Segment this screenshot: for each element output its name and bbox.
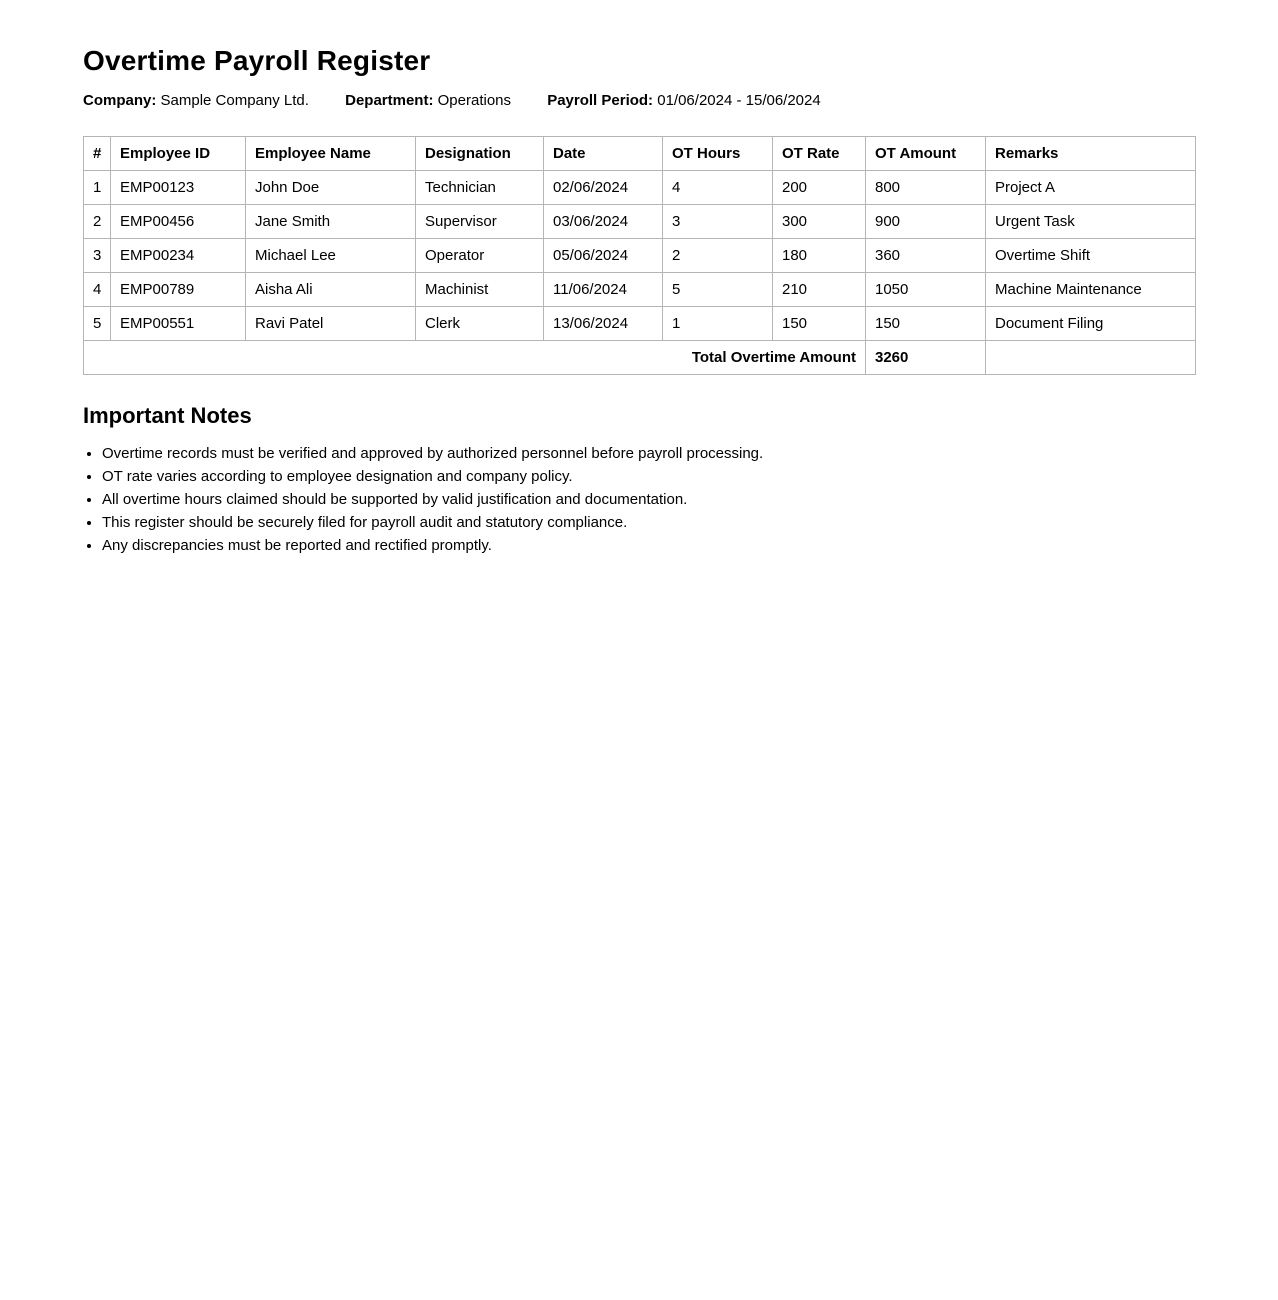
table-cell: EMP00123 [111,171,246,205]
table-cell: 150 [773,307,866,341]
table-cell: 800 [866,171,986,205]
table-body [84,171,1196,341]
department-label: Department: [345,92,434,109]
table-cell: Overtime Shift [986,239,1196,273]
company-meta [83,92,309,109]
table-row [84,239,1196,273]
table-cell: 1 [84,171,111,205]
total-row [84,341,1196,375]
table-cell: Machine Maintenance [986,273,1196,307]
note-item: • This register should be securely filed for payroll audit and statutory compliance. [102,515,1195,531]
table-cell: 3 [84,239,111,273]
table-cell: EMP00456 [111,205,246,239]
table-cell: 360 [866,239,986,273]
table-cell: 1050 [866,273,986,307]
document-page [0,0,1278,554]
table-cell: 11/06/2024 [544,273,663,307]
table-cell: Project A [986,171,1196,205]
table-cell: Jane Smith [246,205,416,239]
column-header: Designation [416,137,544,171]
column-header: Employee ID [111,137,246,171]
total-label: Total Overtime Amount [84,341,866,375]
table-row [84,307,1196,341]
notes-heading: Important Notes [83,403,252,428]
payroll-period-value: 01/06/2024 - 15/06/2024 [657,92,821,109]
column-header: Employee Name [246,137,416,171]
company-label: Company: [83,92,157,109]
table-cell: 3 [663,205,773,239]
table-cell: 1 [663,307,773,341]
note-item: • All overtime hours claimed should be supported by valid justification and documentation. [102,492,1195,508]
table-header-row [84,137,1196,171]
note-item: • Overtime records must be verified and approved by authorized personnel before payroll processing. [102,446,1195,462]
column-header: OT Amount [866,137,986,171]
table-row [84,205,1196,239]
table-cell: 05/06/2024 [544,239,663,273]
table-cell: John Doe [246,171,416,205]
table-cell: EMP00234 [111,239,246,273]
column-header: Remarks [986,137,1196,171]
column-header: OT Rate [773,137,866,171]
company-value: Sample Company Ltd. [160,92,309,109]
table-cell: EMP00551 [111,307,246,341]
department-value: Operations [437,92,512,109]
table-cell: 5 [663,273,773,307]
payroll-period-label: Payroll Period: [547,92,654,109]
notes-list [83,446,1195,554]
table-cell: 4 [84,273,111,307]
table-cell: Technician [416,171,544,205]
table-cell: Michael Lee [246,239,416,273]
table-cell: Supervisor [416,205,544,239]
document-meta [83,92,1195,109]
table-cell: EMP00789 [111,273,246,307]
table-cell: 5 [84,307,111,341]
page-title: Overtime Payroll Register [83,45,431,76]
table-cell: Urgent Task [986,205,1196,239]
table-cell: Aisha Ali [246,273,416,307]
table-cell: 02/06/2024 [544,171,663,205]
department-meta [345,92,511,109]
column-header: Date [544,137,663,171]
table-cell: Machinist [416,273,544,307]
column-header: OT Hours [663,137,773,171]
table-cell: Clerk [416,307,544,341]
note-item: • OT rate varies according to employee designation and company policy. [102,469,1195,485]
table-cell: 2 [663,239,773,273]
table-cell: 4 [663,171,773,205]
table-cell: 03/06/2024 [544,205,663,239]
table-cell: 210 [773,273,866,307]
table-cell: Operator [416,239,544,273]
table-row [84,273,1196,307]
total-remarks-empty-cell [986,341,1196,375]
note-item: • Any discrepancies must be reported and rectified promptly. [102,538,1195,554]
column-header: # [84,137,111,171]
table-cell: 2 [84,205,111,239]
table-cell: 150 [866,307,986,341]
table-row [84,171,1196,205]
table-cell: 900 [866,205,986,239]
payroll-period-meta [547,92,821,109]
table-cell: 300 [773,205,866,239]
table-cell: Document Filing [986,307,1196,341]
table-cell: 180 [773,239,866,273]
table-cell: 13/06/2024 [544,307,663,341]
table-cell: Ravi Patel [246,307,416,341]
total-value: 3260 [866,341,986,375]
overtime-register-table [83,136,1196,375]
table-cell: 200 [773,171,866,205]
